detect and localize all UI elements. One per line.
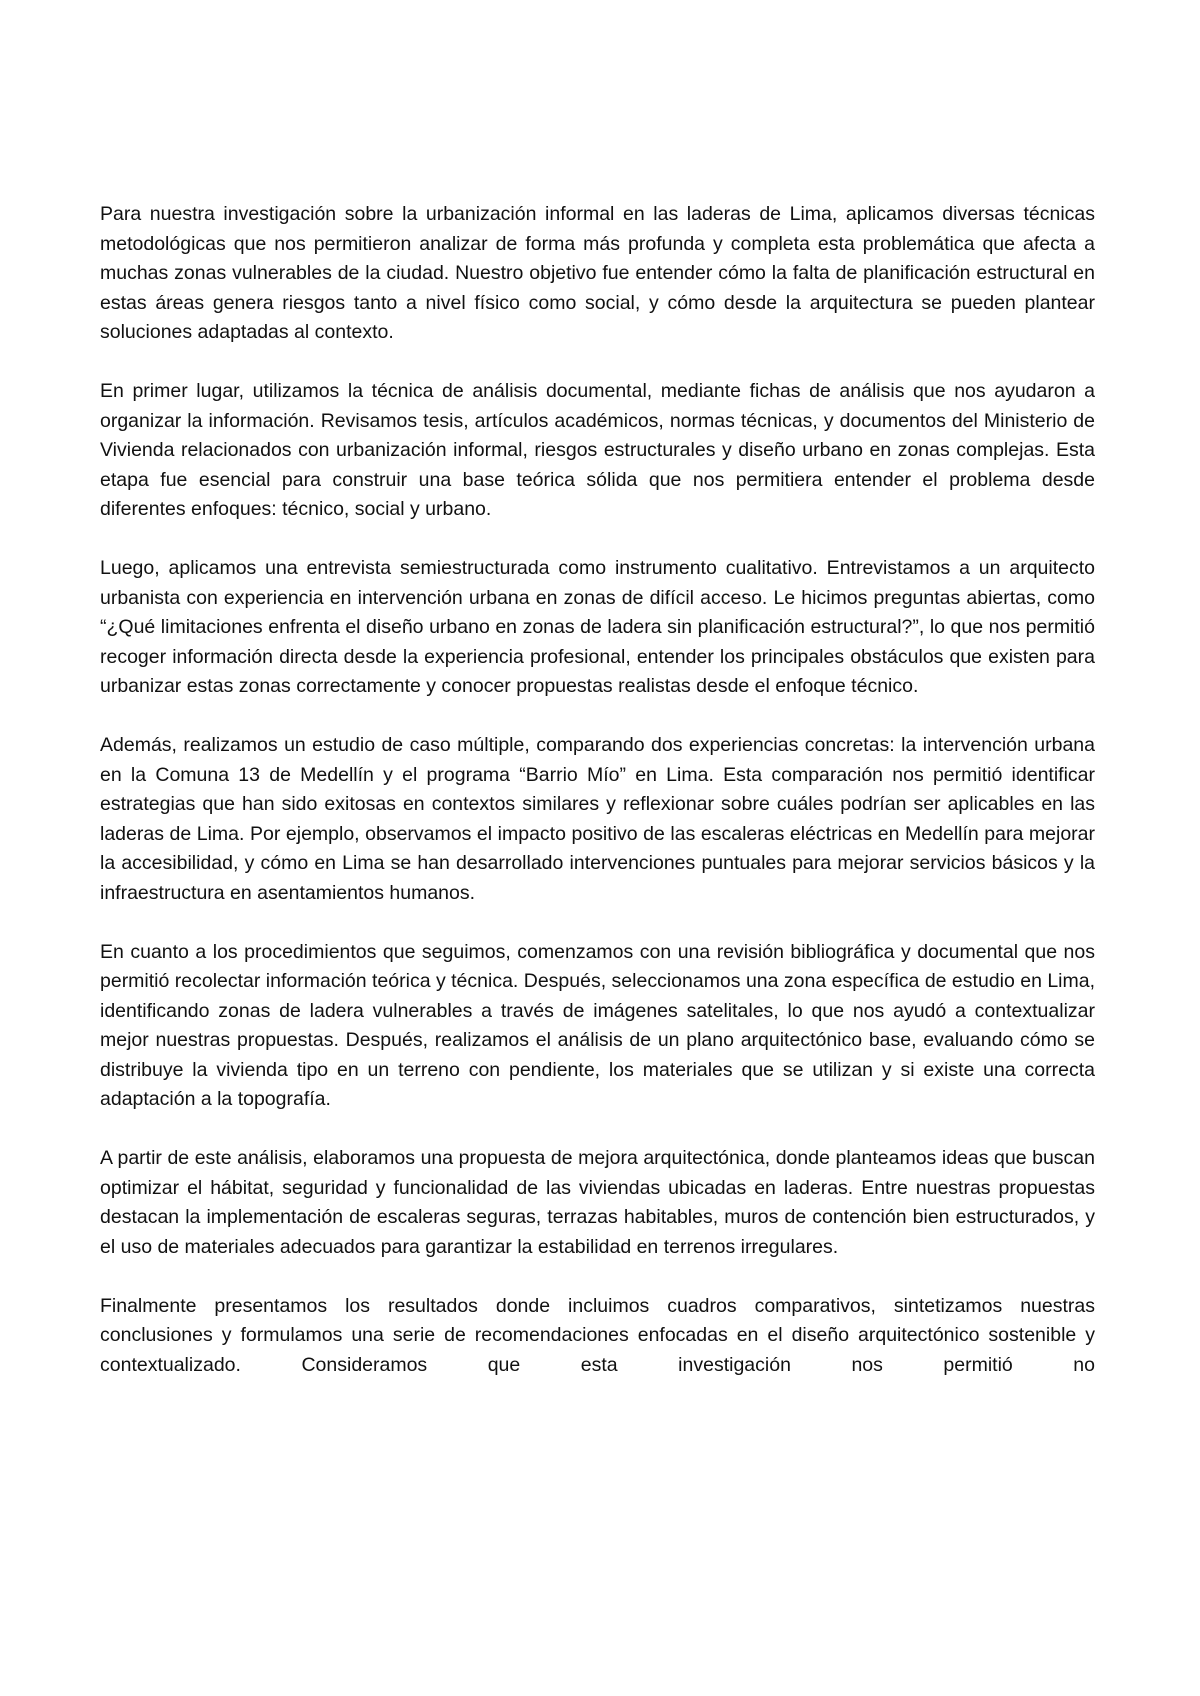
paragraph-documentary-analysis: En primer lugar, utilizamos la técnica de análisis documental, mediante fichas de análisis que nos ayudaron a organizar la información. Revisamos tesis, artículos académicos, normas técnicas, y documentos del Ministerio de Vivienda relacionados con urbanización informal, riesgos estructurales y diseño urbano en zonas complejas. Esta etapa fue esencial para construir una base teórica sólida que nos permitiera entender el problema desde diferentes enfoques: técnico, social y urbano. [100,380,1095,520]
paragraph-proposal: A partir de este análisis, elaboramos una propuesta de mejora arquitectónica, donde planteamos ideas que buscan optimizar el hábitat, seguridad y funcionalidad de las viviendas ubicadas en laderas. Entre nuestras propuestas destacan la implementación de escaleras seguras, terrazas habitables, muros de contención bien estructurados, y el uso de materiales adecuados para garantizar la estabilidad en terrenos irregulares. [100,1147,1095,1258]
paragraph-intro: Para nuestra investigación sobre la urbanización informal en las laderas de Lima, aplicamos diversas técnicas metodológicas que nos permitieron analizar de forma más profunda y completa esta problemática que afecta a muchas zonas vulnerables de la ciudad. Nuestro objetivo fue entender cómo la falta de planificación estructural en estas áreas genera riesgos tanto a nivel físico como social, y cómo desde la arquitectura se pueden plantear soluciones adaptadas al contexto. [100,203,1095,343]
paragraph-case-study: Además, realizamos un estudio de caso múltiple, comparando dos experiencias concretas: la intervención urbana en la Comuna 13 de Medellín y el programa “Barrio Mío” en Lima. Esta comparación nos permitió identificar estrategias que han sido exitosas en contextos similares y reflexionar sobre cuáles podrían ser aplicables en las laderas de Lima. Por ejemplo, observamos el impacto positivo de las escaleras eléctricas en Medellín para mejorar la accesibilidad, y cómo en Lima se han desarrollado intervenciones puntuales para mejorar servicios básicos y la infraestructura en asentamientos humanos. [100,734,1095,904]
paragraph-results: Finalmente presentamos los resultados donde incluimos cuadros comparativos, sintetizamos nuestras conclusiones y formulamos una serie de recomendaciones enfocadas en el diseño arquitectónico sostenible y contextualizado. Consideramos que esta investigación nos permitió no [100,1294,1095,1376]
paragraph-procedures: En cuanto a los procedimientos que seguimos, comenzamos con una revisión bibliográfica y documental que nos permitió recolectar información teórica y técnica. Después, seleccionamos una zona específica de estudio en Lima, identificando zonas de ladera vulnerables a través de imágenes satelitales, lo que nos ayudó a contextualizar mejor nuestras propuestas. Después, realizamos el análisis de un plano arquitectónico base, evaluando cómo se distribuye la vivienda tipo en un terreno con pendiente, los materiales que se utilizan y si existe una correcta adaptación a la topografía. [100,940,1096,1110]
paragraph-interview: Luego, aplicamos una entrevista semiestructurada como instrumento cualitativo. Entrevistamos a un arquitecto urbanista con experiencia en intervención urbana en zonas de difícil acceso. Le hicimos preguntas abiertas, como “¿Qué limitaciones enfrenta el diseño urbano en zonas de ladera sin planificación estructural?”, lo que nos permitió recoger información directa desde la experiencia profesional, entender los principales obstáculos que existen para urbanizar estas zonas correctamente y conocer propuestas realistas desde el enfoque técnico. [100,557,1095,697]
document-body [100,200,1095,1380]
